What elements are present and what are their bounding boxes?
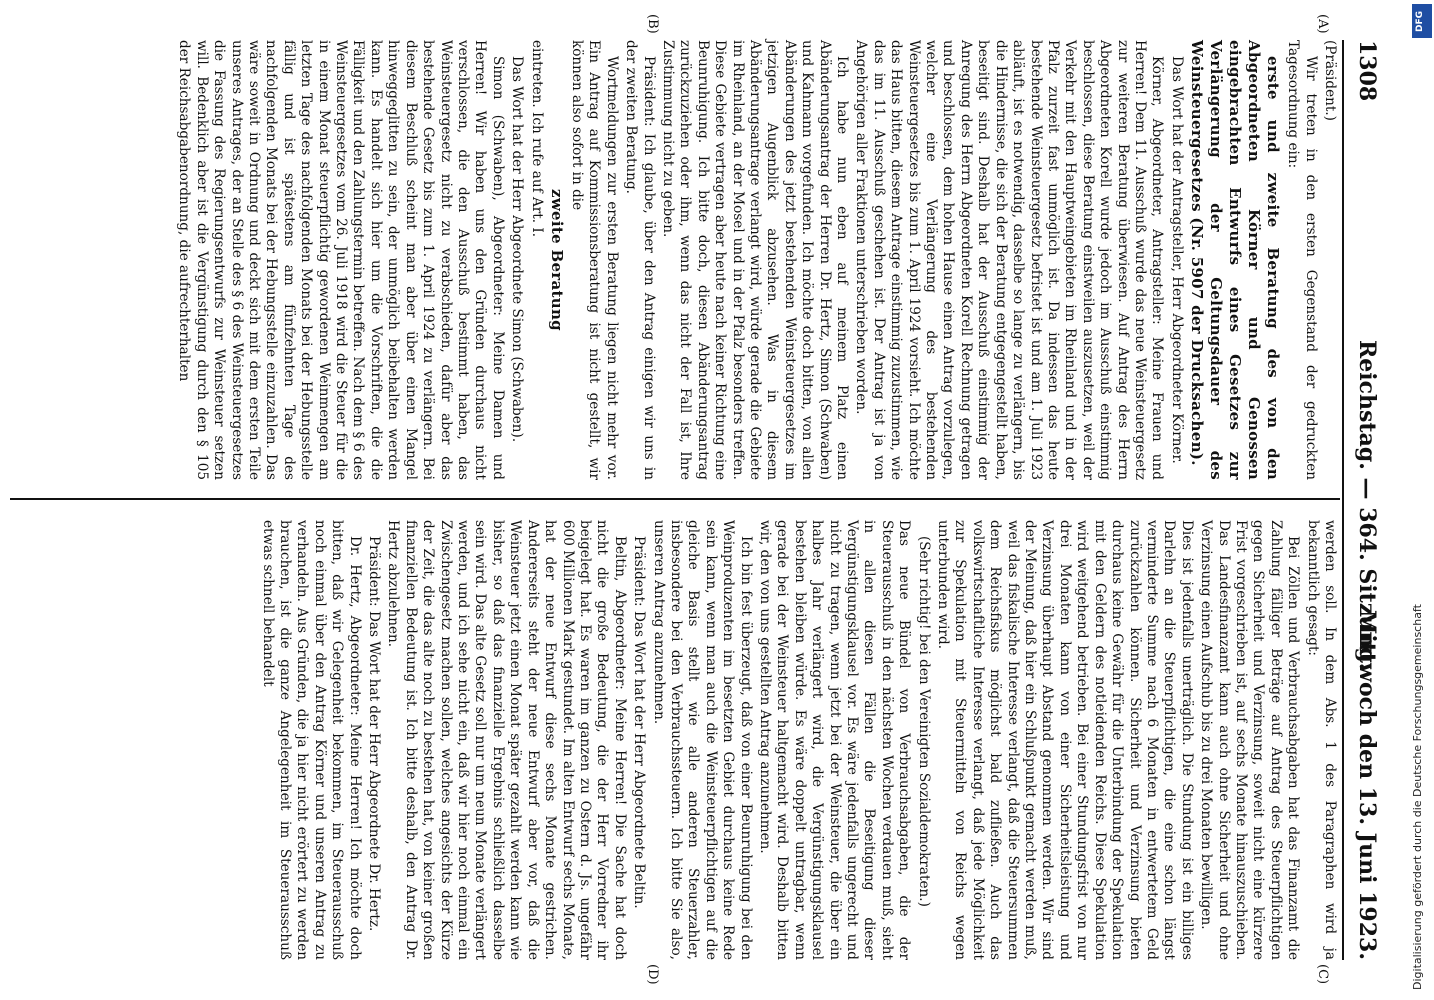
right-column xyxy=(256,520,1338,960)
digitization-sidebar xyxy=(1410,0,1434,1000)
paragraph: Wir treten in den ersten Gegenstand der gedruckten Tagesordnung ein: xyxy=(1285,40,1319,480)
margin-marker-b: (B) xyxy=(645,14,660,34)
paragraph: erste und zweite Beratung des von den Abgeordneten Körner und Genossen eingebrachten Entwurfs eines Gesetzes zur Verlängerung der Geltungsdauer des Weinsteuergesetzes (Nr. 5907 der Drucksachen). xyxy=(1187,40,1282,480)
paragraph: Das neue Bündel von Verbrauchsabgaben, die der Steuerausschuß in den nächsten Wochen verdauen muß, sieht in allen diesen Fällen die Beseitigung dieser Vergünstigungsklausel vor. Es wäre jedenfalls ungerecht und nicht zu tragen, wenn jetzt bei der Weinsteuer, die über ein halbes Jahr verlängert wird, die Vergünstigungsklausel bestehen bleiben würde. Es wäre doppelt untragbar, wenn gerade bei der Weinsteuer haltgemacht wird. Deshalb bitten wir, den von uns gestellten Antrag anzunehmen. xyxy=(757,520,913,960)
paragraph: Ich habe nun eben auf meinem Platz einen Abänderungsantrag der Herren Dr. Hertz, Simon (Schwaben) und Kahmann vorgefunden. Ich möchte doch bitten, von allen Abänderungen des jetzt bestehenden Weinsteuergesetzes im jetzigen Augenblick abzusehen. Was in diesem Abänderungsantrage verlangt wird, würde gerade die Gebiete im Rheinland, an der Mosel und in der Pfalz besonders treffen. Diese Gebiete vertragen aber heute nach keiner Richtung eine Beunruhigung. Ich bitte doch, diesen Abänderungsantrag zurückzuziehen oder ihm, wenn das nicht der Fall ist, Ihre Zustimmung nicht zu geben. xyxy=(660,40,851,480)
paragraph: Präsident: Das Wort hat der Herr Abgeordnete Beltin. xyxy=(631,536,648,909)
margin-marker-c: (C) xyxy=(1315,964,1330,985)
paragraph: Dies ist jedenfalls unerträglich. Die Stundung ist ein billiges Darlehn an die Steuerpflichtigen, die eine schon längst verminderte Summe nach 6 Monaten in entwertetem Geld zurückzahlen können. Sicherheit und Verzinsung bieten durchaus keine Gewähr für die Unterbindung der Spekulation mit den Geldern des notleidenden Reichs. Diese Spekulation wird weitgehend betrieben. Bei einer Stundungsfrist von nur drei Monaten kann von einer Sicherheitsleistung und Verzinsung überhaupt Abstand genommen werden. Wir sind der Meinung, daß hier ein Schlußpunkt gemacht werden muß, weil das fiskalische Interesse verlangt, daß die Steuersummen dem Reichsfiskus möglichst bald zufließen. Auch das volkswirtschaftliche Interesse verlangt, daß jede Möglichkeit zur Spekulation mit Steuermitteln von Reichs wegen unterbunden wird. xyxy=(935,520,1195,960)
paragraph: Präsident: Ich glaube, über den Antrag einigen wir uns in der zweiten Beratung. xyxy=(623,40,657,480)
margin-marker-a: (A) xyxy=(1315,14,1330,34)
margin-marker-d: (D) xyxy=(645,964,660,985)
paragraph: (Präsident.) xyxy=(1322,40,1338,121)
paragraph: zweite Beratung xyxy=(547,189,566,331)
paragraph: Das Wort hat der Herr Abgeordnete Simon (Schwaben). xyxy=(509,56,526,443)
page-number: 1308 xyxy=(1354,40,1380,102)
session-date: Mittwoch den 13. Juni 1923. xyxy=(1354,610,1380,960)
paragraph: Dr. Hertz, Abgeordneter: Meine Herren! Ich möchte doch bitten, daß wir Gelegenheit bekommen, im Steuerausschuß noch einmal über den Antrag Körner und unseren Antrag zu verhandeln. Aus Gründen, die ja hier nicht erörtert zu werden brauchen, ist die ganze Angelegenheit im Steuerausschuß etwas schnell behandelt xyxy=(259,520,363,960)
paragraph: werden soll. In dem Abs. 1 des Paragraphen wird ja bekanntlich gesagt: xyxy=(1304,520,1338,960)
paragraph: Wortmeldungen zur ersten Beratung liegen nicht mehr vor. Ein Antrag auf Kommissionsberatung ist nicht gestellt, wir können also sofort in die xyxy=(568,40,620,480)
dfg-logo-text: DFG xyxy=(1415,10,1425,32)
page-header xyxy=(1342,40,1388,960)
paragraph: Das Wort hat der Antragsteller, Herr Abgeordneter Körner. xyxy=(1168,56,1185,464)
column-divider xyxy=(10,498,1340,500)
paragraph: (Sehr richtig! bei den Vereinigten Sozialdemokraten.) xyxy=(915,536,932,907)
paragraph: Bei Zöllen und Verbrauchsabgaben hat das Finanzamt die Zahlung fälliger Beträge auf Antrag des Steuerpflichtigen gegen Sicherheit und Verzinsung, soweit nicht eine kürzere Frist vorgeschrieben ist, auf sechs Monate hinauszuschieben. Das Landesfinanzamt kann auch ohne Sicherheit und ohne Verzinsung einen Aufschub bis zu drei Monaten bewilligen. xyxy=(1198,520,1302,960)
session-title: Reichstag. — 364. Sitzung. xyxy=(1354,340,1380,671)
paragraph: Körner, Abgeordneter, Antragsteller: Meine Frauen und Herren! Dem 11. Ausschuß wurde das neue Weinsteuergesetz zur weiteren Beratung überwiesen. Auf Antrag des Herrn Abgeordneten Korell wurde jedoch im Ausschuß einstimmig beschlossen, diese Beratung einstweilen auszusetzen, weil der Verkehr mit den Hauptweingebieten im Rheinland und in der Pfalz zurzeit fast unmöglich ist. Da indessen das heute bestehende Weinsteuergesetz befristet ist und am 1. Juli 1923 abläuft, ist es notwendig, dasselbe so lange zu verlängern, bis die Hindernisse, die sich der Beratung entgegengestellt haben, beseitigt sind. Deshalb hat der Ausschuß einstimmig der Anregung des Herrn Abgeordneten Korell Rechnung getragen und beschlossen, dem hohen Hause einen Antrag vorzulegen, welcher eine Verlängerung des bestehenden Weinsteuergesetzes bis zum 1. April 1924 vorsieht. Ich möchte das Haus bitten, diesem Antrage einstimmig zuzustimmen, wie das im 11. Ausschuß geschehen ist. Der Antrag ist ja von Angehörigen aller Fraktionen unterschrieben worden. xyxy=(853,40,1166,480)
paragraph: eintreten. Ich rufe auf Art. I. xyxy=(528,40,545,238)
paragraph: Ich bin fest überzeugt, daß von einer Beunruhigung bei den Weinproduzenten im besetzten Gebiet durchaus keine Rede sein kann, wenn man auch die Weinsteuerpflichtigen auf die gleiche Basis stellt wie alle anderen Steuerzahler, insbesondere bei den Verbrauchssteuern. Ich bitte Sie also, unseren Antrag anzunehmen. xyxy=(650,520,754,960)
left-column xyxy=(173,40,1338,480)
paragraph: Beltin, Abgeordneter: Meine Herren! Die Sache hat doch nicht die große Bedeutung, die der Herr Vorredner ihr beigelegt hat. Es waren im ganzen zu Ostern d. Js. ungefähr 600 Millionen Mark gestundet. Im alten Entwurf sechs Monate, hat der neue Entwurf diese sechs Monate gestrichen. Andererseits steht der neue Entwurf aber vor, daß die Weinsteuer jetzt einen Monat später gezahlt werden kann wie bisher, so daß das finanzielle Ergebnis schließlich dasselbe sein wird. Das alte Gesetz soll nur um neun Monate verlängert werden, und ich sehe nicht ein, daß wir hier noch einmal ein Zwischengesetz machen sollen, welches angesichts der Kürze der Zeit, die das alte noch zu bestehen hat, von keiner großen finanziellen Bedeutung ist. Ich bitte deshalb, den Antrag Dr. Hertz abzulehnen. xyxy=(385,520,628,960)
paragraph: Simon (Schwaben), Abgeordneter: Meine Damen und Herren! Wir haben uns den Gründen durchaus nicht verschlossen, die den Ausschuß bestimmt haben, das Weinsteuergesetz nicht zu verabschieden, dafür aber das bestehende Gesetz bis zum 1. April 1924 zu verlängern. Bei diesem Beschluß scheint man aber über einen Mangel hinweggeglitten zu sein, der unmöglich beibehalten werden kann. Es handelt sich hier um die Vorschriften, die die Fälligkeit und den Zahlungstermin betreffen. Nach dem § 6 des Weinsteuergesetzes vom 26. Juli 1918 wird die Steuer für die in einem Monat steuerpflichtig gewordenen Weinmengen am letzten Tage des nachfolgenden Monats bei der Hebungsstelle fällig und ist spätestens am fünfzehnten Tage des nachfolgenden Monats bei der Hebungsstelle einzuzahlen. Das wäre soweit in Ordnung und deckt sich mit dem ersten Teile unseres Antrages, der an Stelle des § 6 des Weinsteuergesetzes die Fassung des Regierungsentwurfs zur Weinsteuer setzen will. Bedenklich aber ist die Vergünstigung durch den § 105 der Reichsabgabenordnung, die aufrechterhalten xyxy=(176,40,506,480)
digitization-credit: Digitalisierung gefördert durch die Deutsche Forschungsgemeinschaft xyxy=(1411,604,1424,990)
paragraph: Präsident: Das Wort hat der Herr Abgeordnete Dr. Hertz. xyxy=(366,536,383,932)
